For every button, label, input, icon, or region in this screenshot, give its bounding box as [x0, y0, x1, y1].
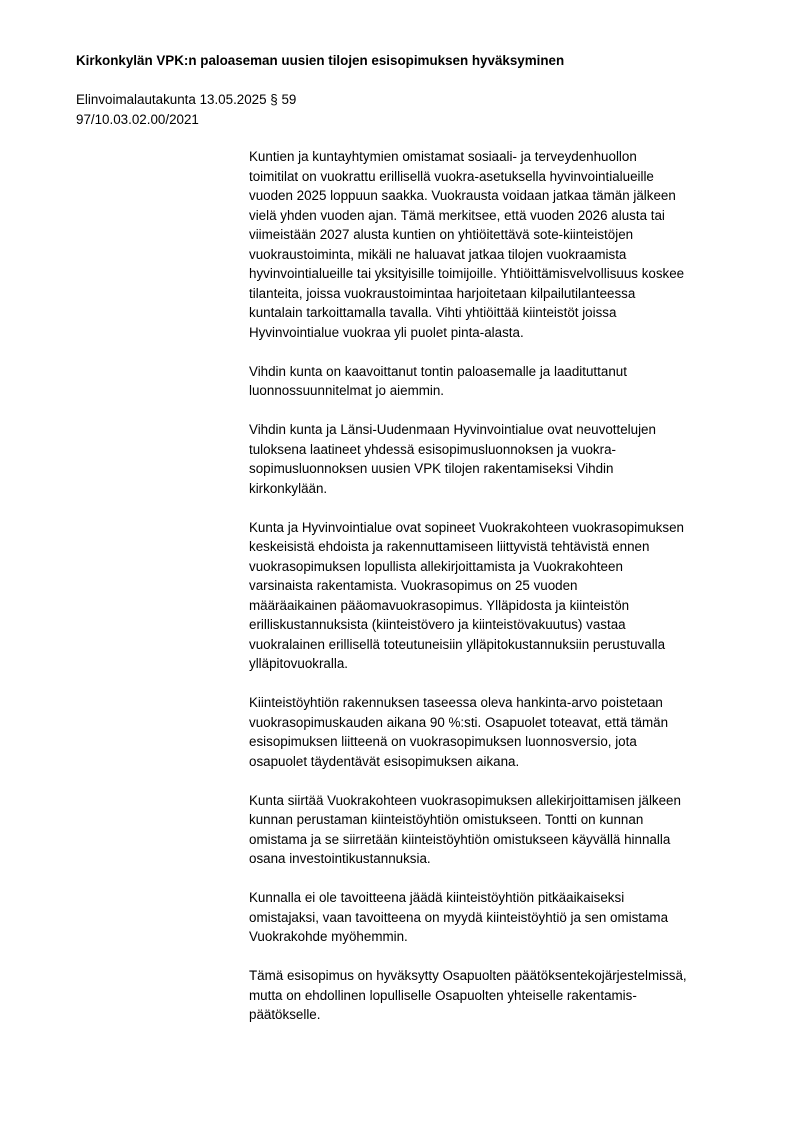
paragraph-line: erilliskustannuksista (kiinteistövero ja kiinteistövakuutus) vastaa: [249, 617, 626, 632]
paragraph-line: Vihdin kunta on kaavoittanut tontin paloasemalle ja laadituttanut: [249, 363, 627, 379]
paragraph-line: Kiinteistöyhtiön rakennuksen taseessa oleva hankinta-arvo poistetaan: [249, 695, 663, 710]
paragraph-line: osana investointikustannuksia.: [249, 851, 431, 866]
document-body: [249, 147, 749, 1044]
paragraph-line: Vihdin kunta ja Länsi-Uudenmaan Hyvinvointialue ovat neuvottelujen: [249, 422, 656, 437]
paragraph-line: Hyvinvointialue vuokraa yli puolet pinta-alasta.: [249, 324, 524, 340]
body-paragraph: [249, 362, 749, 401]
body-paragraph: [249, 966, 749, 1025]
paragraph-line: vuokrasopimuksen lopullista allekirjoittamista ja Vuokrakohteen: [249, 558, 623, 574]
paragraph-line: tilanteita, joissa vuokraustoimintaa harjoitetaan kilpailutilanteessa: [249, 285, 636, 301]
paragraph-line: vuokralainen erillisellä toteutuneisiin ylläpitokustannuksiin perustuvalla: [249, 636, 666, 652]
paragraph-line: omistajaksi, vaan tavoitteena on myydä kiinteistöyhtiö ja sen omistama: [249, 909, 669, 925]
paragraph-line: kuntalain tarkoittamalla tavalla. Vihti yhtiöittää kiinteistöt joissa: [249, 305, 617, 320]
paragraph-line: osapuolet täydentävät esisopimuksen aikana.: [249, 753, 520, 769]
paragraph-line: Kunnalla ei ole tavoitteena jäädä kiinteistöyhtiön pitkäaikaiseksi: [249, 890, 625, 905]
paragraph-line: Tämä esisopimus on hyväksytty Osapuolten päätöksentekojärjestelmissä,: [249, 968, 687, 983]
paragraph-line: tuloksena laatineet yhdessä esisopimusluonnoksen ja vuokra-: [249, 441, 616, 457]
paragraph-line: määräaikainen pääomavuokrasopimus. Ylläpidosta ja kiinteistön: [249, 597, 630, 613]
paragraph-line: sopimusluonnoksen uusien VPK tilojen rakentamiseksi Vihdin: [249, 461, 614, 476]
paragraph-line: vuokrasopimuskauden aikana 90 %:sti. Osapuolet toteavat, että tämän: [249, 714, 669, 730]
body-paragraph: [249, 147, 749, 342]
paragraph-line: vuoden 2025 loppuun saakka. Vuokrausta voidaan jatkaa tämän jälkeen: [249, 188, 676, 203]
paragraph-line: esisopimuksen liitteenä on vuokrasopimuksen luonnosversio, jota: [249, 734, 637, 749]
paragraph-line: ylläpitovuokralla.: [249, 656, 348, 671]
paragraph-line: varsinaista rakentamista. Vuokrasopimus on 25 vuoden: [249, 578, 578, 593]
paragraph-line: mutta on ehdollinen lopulliselle Osapuolten yhteiselle rakentamis-: [249, 987, 637, 1003]
paragraph-line: Kunta ja Hyvinvointialue ovat sopineet Vuokrakohteen vuokrasopimuksen: [249, 519, 684, 535]
paragraph-line: luonnossuunnitelmat jo aiemmin.: [249, 383, 445, 398]
paragraph-line: hyvinvointialueille tai yksityisille toimijoille. Yhtiöittämisvelvollisuus koskee: [249, 266, 685, 281]
paragraph-line: päätökselle.: [249, 1007, 321, 1022]
paragraph-line: Kuntien ja kuntayhtymien omistamat sosiaali- ja terveydenhuollon: [249, 149, 637, 164]
paragraph-line: viimeistään 2027 alusta kuntien on yhtiöitettävä sote-kiinteistöjen: [249, 227, 634, 242]
paragraph-line: Kunta siirtää Vuokrakohteen vuokrasopimuksen allekirjoittamisen jälkeen: [249, 792, 681, 808]
paragraph-line: keskeisistä ehdoista ja rakennuttamiseen liittyvistä tehtävistä ennen: [249, 539, 650, 554]
meeting-reference: Elinvoimalautakunta 13.05.2025 § 59: [76, 92, 297, 107]
paragraph-line: vuokraustoiminta, mikäli ne haluavat jatkaa tilojen vuokraamista: [249, 246, 627, 262]
body-paragraph: [249, 791, 749, 869]
document-meta: [76, 90, 296, 129]
body-paragraph: [249, 888, 749, 947]
paragraph-line: vielä yhden vuoden ajan. Tämä merkitsee, että vuoden 2026 alusta tai: [249, 207, 665, 223]
paragraph-line: kunnan perustaman kiinteistöyhtiön omistukseen. Tontti on kunnan: [249, 812, 644, 827]
record-number: 97/10.03.02.00/2021: [76, 111, 199, 127]
paragraph-line: toimitilat on vuokrattu erillisellä vuokra-asetuksella hyvinvointialueille: [249, 168, 654, 184]
body-paragraph: [249, 518, 749, 674]
body-paragraph: [249, 420, 749, 498]
paragraph-line: omistama ja se siirretään kiinteistöyhtiön omistukseen käyvällä hinnalla: [249, 831, 671, 847]
paragraph-line: kirkonkylään.: [249, 480, 328, 496]
document-title: Kirkonkylän VPK:n paloaseman uusien tilojen esisopimuksen hyväksyminen: [76, 53, 565, 68]
body-paragraph: [249, 693, 749, 771]
paragraph-line: Vuokrakohde myöhemmin.: [249, 929, 408, 944]
